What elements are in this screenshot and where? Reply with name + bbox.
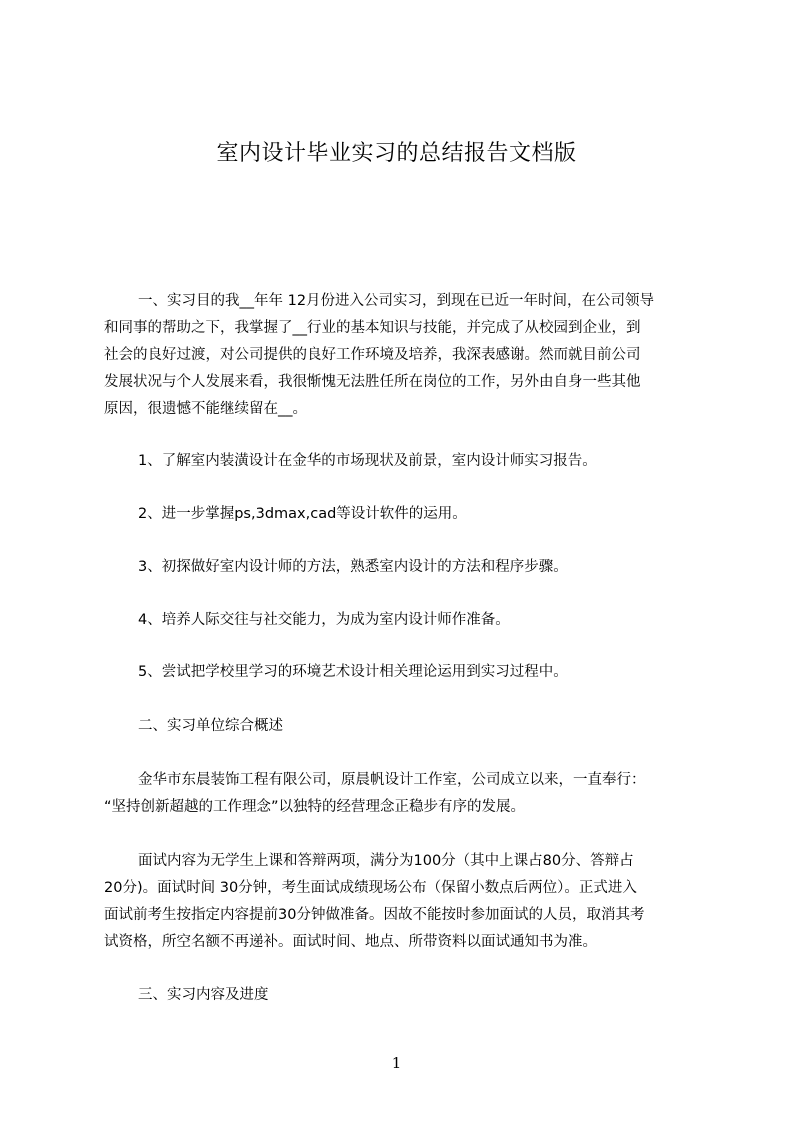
- paragraph-line: 一、实习目的我__年年 12月份进入公司实习，到现在已近一年时间，在公司领导: [138, 293, 655, 309]
- page-number: 1: [391, 1054, 402, 1072]
- paragraph-line: 原因，很遗憾不能继续留在__。: [104, 401, 307, 417]
- paragraph-line: 20分)。面试时间 30分钟，考生面试成绩现场公布（保留小数点后两位）。正式进入: [104, 880, 637, 896]
- section3-heading: 三、实习内容及进度: [138, 987, 269, 1003]
- list-item: 5、尝试把学校里学习的环境艺术设计相关理论运用到实习过程中。: [138, 664, 568, 680]
- section2-heading: 二、实习单位综合概述: [138, 718, 283, 734]
- section2-paragraph: [104, 767, 694, 821]
- paragraph-line: 和同事的帮助之下，我掌握了__行业的基本知识与技能，并完成了从校园到企业，到: [104, 320, 641, 336]
- interview-paragraph: [104, 848, 694, 956]
- paragraph-line: “坚持创新超越的工作理念”以独特的经营理念正稳步有序的发展。: [104, 799, 526, 815]
- paragraph-line: 试资格，所空名额不再递补。面试时间、地点、所带资料以面试通知书为准。: [104, 934, 597, 950]
- document-title: 室内设计毕业实习的总结报告文档版: [216, 141, 577, 166]
- paragraph-line: 金华市东晨装饰工程有限公司，原晨帆设计工作室，公司成立以来，一直奉行：: [138, 772, 646, 788]
- paragraph-line: 发展状况与个人发展来看，我很惭愧无法胜任所在岗位的工作，另外由自身一些其他: [104, 374, 641, 390]
- paragraph-line: 社会的良好过渡，对公司提供的良好工作环境及培养，我深表感谢。然而就目前公司: [104, 347, 641, 363]
- list-item: 2、进一步掌握ps,3dmax,cad等设计软件的运用。: [138, 506, 467, 522]
- paragraph-line: 面试前考生按指定内容提前30分钟做准备。因故不能按时参加面试的人员，取消其考: [104, 907, 645, 923]
- section1-paragraph: [104, 288, 694, 423]
- list-item: 1、了解室内装潢设计在金华的市场现状及前景，室内设计师实习报告。: [138, 453, 597, 469]
- list-item: 3、初探做好室内设计师的方法，熟悉室内设计的方法和程序步骤。: [138, 559, 568, 575]
- paragraph-line: 面试内容为无学生上课和答辩两项，满分为100分（其中上课占80分、答辩占: [138, 853, 634, 869]
- list-item: 4、培养人际交往与社交能力，为成为室内设计师作准备。: [138, 612, 510, 628]
